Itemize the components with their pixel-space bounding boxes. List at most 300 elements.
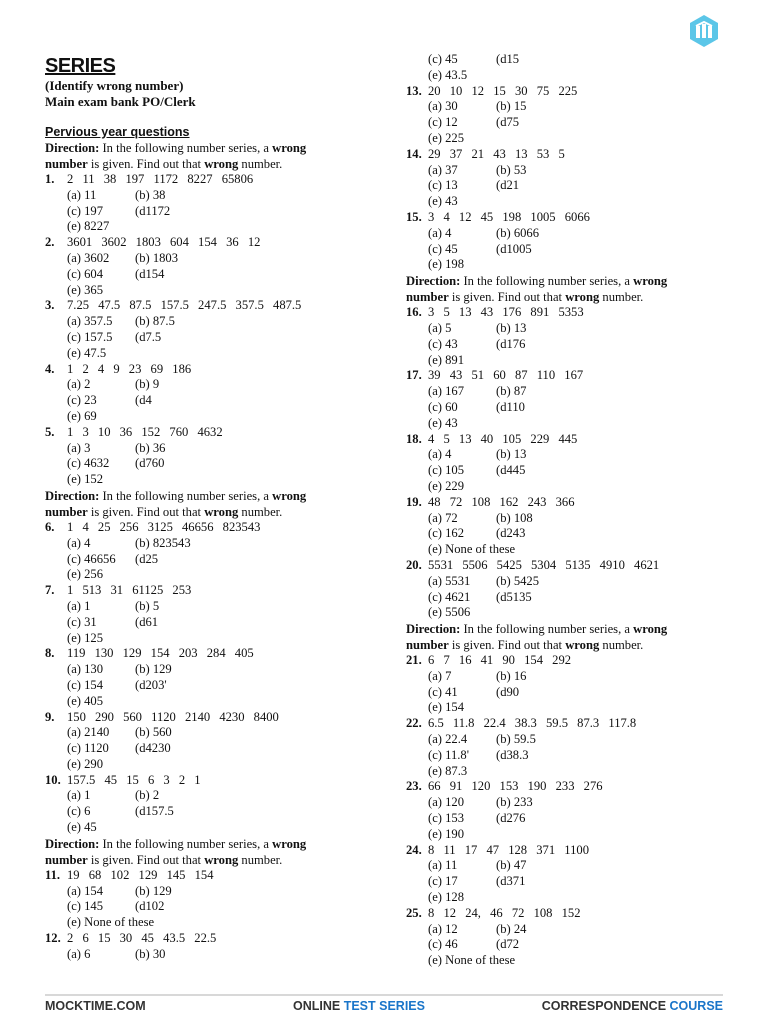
option-a: (a) 130 (67, 662, 104, 677)
option-row (45, 947, 375, 963)
option-e: (e) 405 (67, 693, 104, 708)
section-heading: Pervious year questions (45, 125, 190, 139)
option-row (45, 725, 375, 741)
option-e: (e) 43 (428, 194, 458, 209)
question-line (45, 520, 375, 536)
option-c: (c) 12 (428, 115, 458, 130)
question-block (45, 362, 375, 425)
option-d: (d4230 (135, 741, 171, 756)
option-row (45, 472, 375, 488)
option-b: (b) 15 (496, 99, 527, 114)
option-row (45, 631, 375, 647)
direction-part: In the following number series, a (99, 141, 273, 155)
option-c: (c) 145 (67, 899, 104, 914)
direction-part: In the following number series, a (460, 274, 634, 289)
question-block (45, 172, 375, 235)
question-line (45, 172, 375, 188)
direction-part: wrong (204, 157, 239, 171)
option-d: (d72 (496, 937, 520, 952)
question-series: 2 11 38 197 1172 8227 65806 (67, 172, 254, 186)
option-c: (c) 197 (67, 203, 104, 218)
question-line (406, 558, 726, 574)
option-d: (d157.5 (135, 804, 174, 819)
question-series: 1 3 10 36 152 760 4632 (67, 424, 223, 439)
question-series: 7.25 47.5 87.5 157.5 247.5 357.5 487.5 (67, 298, 302, 313)
option-row (45, 283, 375, 299)
direction-part: is given. Find out that (87, 504, 205, 519)
direction-part: Direction: (45, 836, 100, 851)
option-a: (a) 11 (67, 187, 97, 202)
option-c: (c) 23 (67, 393, 97, 408)
option-row (45, 915, 375, 931)
direction-part: wrong (204, 852, 239, 867)
question-series: 157.5 45 15 6 3 2 1 (67, 772, 201, 787)
option-row (406, 590, 726, 606)
option-b: (b) 87 (496, 384, 527, 399)
option-c: (c) 46 (428, 937, 458, 952)
option-a: (a) 4 (67, 535, 91, 550)
option-b: (b) 5425 (496, 573, 540, 588)
question-block (45, 868, 375, 931)
direction-part: number. (238, 504, 283, 519)
direction-part: number (45, 157, 88, 171)
question-block (406, 368, 726, 431)
option-d: (d110 (496, 399, 525, 414)
option-b: (b) 560 (135, 725, 172, 740)
option-e: (e) 229 (428, 478, 465, 493)
option-e: (e) 87.3 (428, 763, 468, 778)
option-d: (d61 (135, 614, 159, 629)
option-e: (e) 154 (428, 700, 465, 715)
page-title: SERIES (45, 55, 116, 77)
option-b: (b) 6066 (496, 225, 540, 240)
option-a: (a) 5531 (428, 573, 471, 588)
footer-mid-accent: TEST SERIES (343, 999, 425, 1013)
question-number: 18. (406, 431, 422, 446)
option-row (406, 542, 726, 558)
direction-part: number (406, 638, 449, 653)
option-row (406, 384, 726, 400)
direction-text (406, 621, 726, 653)
question-series: 8 12 24, 46 72 108 152 (428, 905, 581, 920)
question-line (406, 147, 726, 163)
direction-part: is given. Find out that (87, 852, 205, 867)
option-row (406, 194, 726, 210)
footer-test-series (293, 999, 425, 1013)
mocktime-logo-icon (688, 14, 720, 48)
option-e: (e) 43.5 (428, 67, 468, 82)
option-row (45, 678, 375, 694)
direction-text (45, 836, 375, 868)
question-block (45, 646, 375, 709)
option-a: (a) 167 (428, 384, 465, 399)
option-d: (d25 (135, 551, 159, 566)
question-series: 4 5 13 40 105 229 445 (428, 431, 578, 446)
question-number: 25. (406, 905, 422, 920)
question-series: 6 7 16 41 90 154 292 (428, 653, 572, 668)
option-a: (a) 37 (428, 162, 458, 177)
right-column (406, 52, 726, 969)
question-series: 19 68 102 129 145 154 (67, 867, 214, 882)
option-a: (a) 4 (428, 447, 452, 462)
question-number: 3. (45, 298, 55, 313)
direction-part: number (45, 504, 88, 519)
option-row (406, 115, 726, 131)
option-c: (c) 60 (428, 399, 458, 414)
direction-part: number. (599, 290, 644, 305)
direction-part: number. (238, 157, 283, 171)
option-row (406, 511, 726, 527)
question-series: 150 290 560 1120 2140 4230 8400 (67, 709, 279, 724)
option-d: (d4 (135, 393, 152, 408)
option-c: (c) 46656 (67, 551, 116, 566)
option-d: (d90 (496, 684, 520, 699)
option-b: (b) 53 (496, 162, 527, 177)
option-e: (e) 198 (428, 257, 465, 272)
question-series: 29 37 21 43 13 53 5 (428, 146, 565, 161)
question-block (45, 583, 375, 646)
option-row (45, 393, 375, 409)
option-row (406, 669, 726, 685)
question-line (406, 716, 726, 732)
option-c: (c) 4632 (67, 456, 110, 471)
option-e: (e) 69 (67, 408, 97, 423)
option-b: (b) 1803 (135, 250, 179, 265)
direction-part: is given. Find out that (87, 157, 205, 171)
option-b: (b) 129 (135, 662, 172, 677)
option-d: (d1172 (135, 203, 171, 218)
option-row (406, 922, 726, 938)
question-block (406, 906, 726, 969)
option-c: (c) 154 (67, 677, 104, 692)
footer-site: MOCKTIME.COM (45, 999, 146, 1013)
option-e: (e) 5506 (428, 605, 471, 620)
question-number: 8. (45, 646, 55, 661)
question-number: 13. (406, 83, 422, 98)
footer-right-accent: COURSE (669, 999, 723, 1013)
option-b: (b) 87.5 (135, 314, 175, 329)
question-number: 20. (406, 557, 422, 572)
option-a: (a) 72 (428, 510, 458, 525)
question-line (45, 362, 375, 378)
option-row (45, 741, 375, 757)
question-block (406, 558, 726, 621)
question-number: 17. (406, 368, 422, 383)
question-block (45, 710, 375, 773)
option-c: (c) 105 (428, 463, 465, 478)
question-number: 23. (406, 779, 422, 794)
option-row (406, 321, 726, 337)
left-column (45, 54, 375, 963)
option-a: (a) 357.5 (67, 314, 113, 329)
question-series: 20 10 12 15 30 75 225 (428, 83, 578, 98)
question-number: 11. (45, 867, 61, 882)
question-series: 1 2 4 9 23 69 186 (67, 361, 192, 376)
footer-mid-plain: ONLINE (293, 999, 344, 1013)
option-a: (a) 22.4 (428, 732, 468, 747)
option-row (406, 257, 726, 273)
option-a: (a) 1 (67, 788, 91, 803)
option-a: (a) 11 (428, 858, 458, 873)
question-series: 3601 3602 1803 604 154 36 12 (67, 235, 261, 250)
option-row (406, 526, 726, 542)
option-c: (c) 157.5 (67, 329, 113, 344)
right-question-list (406, 52, 726, 969)
left-question-list (45, 140, 375, 963)
question-number: 22. (406, 716, 422, 731)
direction-part: number (45, 852, 88, 867)
question-block (406, 147, 726, 210)
option-row (406, 874, 726, 890)
option-d: (d445 (496, 463, 526, 478)
direction-text (406, 273, 726, 305)
option-row (406, 400, 726, 416)
option-b: (b) 129 (135, 883, 172, 898)
question-line (45, 425, 375, 441)
question-number: 19. (406, 494, 422, 509)
option-row (45, 377, 375, 393)
page-footer (45, 994, 723, 1018)
question-series: 6.5 11.8 22.4 38.3 59.5 87.3 117.8 (428, 716, 637, 731)
option-a: (a) 2 (67, 377, 91, 392)
option-row (406, 890, 726, 906)
option-a: (a) 5 (428, 320, 452, 335)
option-a: (a) 6 (67, 946, 91, 961)
question-line (406, 84, 726, 100)
option-b: (b) 233 (496, 795, 533, 810)
option-row (406, 795, 726, 811)
option-row (406, 447, 726, 463)
option-row (45, 884, 375, 900)
option-row (45, 599, 375, 615)
option-row (45, 219, 375, 235)
option-d: (d102 (135, 899, 165, 914)
question-line (45, 235, 375, 251)
direction-part: Direction: (45, 141, 100, 155)
option-row (406, 700, 726, 716)
option-row (45, 267, 375, 283)
direction-text (45, 140, 375, 172)
question-block (45, 773, 375, 836)
option-a: (a) 2140 (67, 725, 110, 740)
option-row (406, 337, 726, 353)
option-row (406, 416, 726, 432)
question-block (45, 425, 375, 488)
question-line (406, 495, 726, 511)
question-number: 16. (406, 305, 422, 320)
question-number: 21. (406, 653, 422, 668)
option-row (406, 68, 726, 84)
direction-part: number. (599, 638, 644, 653)
option-d: (d7.5 (135, 329, 162, 344)
question-series: 8 11 17 47 128 371 1100 (428, 842, 590, 857)
question-number: 24. (406, 842, 422, 857)
question-series: 3 5 13 43 176 891 5353 (428, 305, 584, 320)
question-line (406, 305, 726, 321)
option-b: (b) 36 (135, 440, 166, 455)
direction-part: number. (238, 852, 283, 867)
option-c: (c) 43 (428, 336, 458, 351)
question-line (406, 653, 726, 669)
option-row (406, 953, 726, 969)
direction-part: In the following number series, a (99, 488, 273, 503)
option-e: (e) 125 (67, 630, 104, 645)
direction-part: number (406, 290, 449, 305)
option-row (45, 662, 375, 678)
question-line (45, 773, 375, 789)
option-row (406, 463, 726, 479)
option-c: (c) 31 (67, 614, 97, 629)
direction-part: wrong (633, 622, 668, 637)
option-row (406, 479, 726, 495)
option-row (45, 788, 375, 804)
option-e: (e) 365 (67, 282, 104, 297)
direction-part: In the following number series, a (99, 836, 273, 851)
direction-part: is given. Find out that (448, 638, 566, 653)
option-b: (b) 16 (496, 668, 527, 683)
question-series: 39 43 51 60 87 110 167 (428, 368, 584, 383)
option-d: (d760 (135, 456, 165, 471)
option-e: (e) 47.5 (67, 345, 107, 360)
direction-part: wrong (565, 290, 600, 305)
question-line (45, 868, 375, 884)
option-a: (a) 1 (67, 598, 91, 613)
option-e: (e) 190 (428, 826, 465, 841)
option-b: (b) 13 (496, 320, 527, 335)
question-block (406, 779, 726, 842)
option-d: (d21 (496, 178, 520, 193)
option-row (406, 52, 726, 68)
option-b: (b) 47 (496, 858, 527, 873)
direction-part: is given. Find out that (448, 290, 566, 305)
option-row (45, 567, 375, 583)
question-line (406, 843, 726, 859)
option-e: (e) 891 (428, 352, 465, 367)
option-a: (a) 3602 (67, 250, 110, 265)
option-d: (d38.3 (496, 747, 529, 762)
option-row (45, 820, 375, 836)
option-d: (d243 (496, 526, 526, 541)
option-row (406, 685, 726, 701)
question-series: 66 91 120 153 190 233 276 (428, 779, 603, 794)
question-line (45, 931, 375, 947)
option-e: (e) 128 (428, 890, 465, 905)
question-number: 4. (45, 361, 55, 376)
question-line (406, 432, 726, 448)
option-d: (d203' (135, 677, 167, 692)
option-a: (a) 4 (428, 225, 452, 240)
question-number: 9. (45, 709, 55, 724)
option-d: (d371 (496, 874, 526, 889)
option-row (406, 226, 726, 242)
option-b: (b) 823543 (135, 535, 191, 550)
option-e: (e) 290 (67, 756, 104, 771)
question-series: 5531 5506 5425 5304 5135 4910 4621 (428, 557, 660, 572)
option-e: (e) None of these (67, 915, 155, 930)
direction-part: wrong (633, 274, 668, 289)
direction-part: wrong (272, 836, 307, 851)
option-row (45, 804, 375, 820)
option-row (406, 605, 726, 621)
option-e: (e) 225 (428, 130, 465, 145)
question-number: 15. (406, 209, 422, 224)
question-block (406, 495, 726, 558)
option-b: (b) 30 (135, 946, 166, 961)
question-series: 3 4 12 45 198 1005 6066 (428, 209, 590, 224)
option-a: (a) 7 (428, 668, 452, 683)
question-block (45, 931, 375, 963)
option-b: (b) 59.5 (496, 732, 536, 747)
question-number: 5. (45, 424, 55, 439)
option-b: (b) 38 (135, 187, 166, 202)
question-block (45, 520, 375, 583)
option-row (406, 937, 726, 953)
question-line (406, 210, 726, 226)
option-row (406, 131, 726, 147)
question-block (406, 210, 726, 273)
option-row (406, 353, 726, 369)
option-d: (d1005 (496, 241, 532, 256)
option-c: (c) 45 (428, 52, 458, 66)
option-d: (d276 (496, 811, 526, 826)
subtitle-exam: Main exam bank PO/Clerk (45, 94, 196, 109)
footer-right-plain: CORRESPONDENCE (541, 999, 670, 1013)
question-line (45, 583, 375, 599)
option-d: (d15 (496, 52, 520, 66)
option-a: (a) 3 (67, 440, 91, 455)
option-row (406, 178, 726, 194)
option-c: (c) 45 (428, 241, 458, 256)
option-e: (e) 45 (67, 820, 97, 835)
question-series: 119 130 129 154 203 284 405 (67, 646, 254, 661)
question-line (45, 710, 375, 726)
option-row (45, 694, 375, 710)
option-row (45, 204, 375, 220)
option-e: (e) 256 (67, 567, 104, 582)
option-row (45, 615, 375, 631)
option-d: (d176 (496, 336, 526, 351)
question-number: 2. (45, 235, 55, 250)
option-row (406, 827, 726, 843)
option-b: (b) 24 (496, 921, 527, 936)
option-row (406, 732, 726, 748)
question-block (45, 298, 375, 361)
question-line (406, 906, 726, 922)
footer-course (542, 999, 723, 1013)
question-number: 1. (45, 172, 55, 186)
option-row (406, 163, 726, 179)
direction-part: wrong (272, 141, 307, 155)
option-a: (a) 12 (428, 921, 458, 936)
direction-part: Direction: (406, 274, 461, 289)
question-series: 1 4 25 256 3125 46656 823543 (67, 519, 261, 534)
option-row (45, 899, 375, 915)
question-series: 1 513 31 61125 253 (67, 583, 192, 598)
option-row (406, 242, 726, 258)
option-c: (c) 153 (428, 811, 465, 826)
option-b: (b) 9 (135, 377, 160, 392)
question-block (406, 432, 726, 495)
question-line (45, 646, 375, 662)
option-row (406, 811, 726, 827)
option-b: (b) 13 (496, 447, 527, 462)
option-d: (d154 (135, 266, 165, 281)
option-c: (c) 162 (428, 526, 465, 541)
option-b: (b) 2 (135, 788, 160, 803)
option-row (45, 536, 375, 552)
option-c: (c) 13 (428, 178, 458, 193)
option-c: (c) 604 (67, 266, 104, 281)
